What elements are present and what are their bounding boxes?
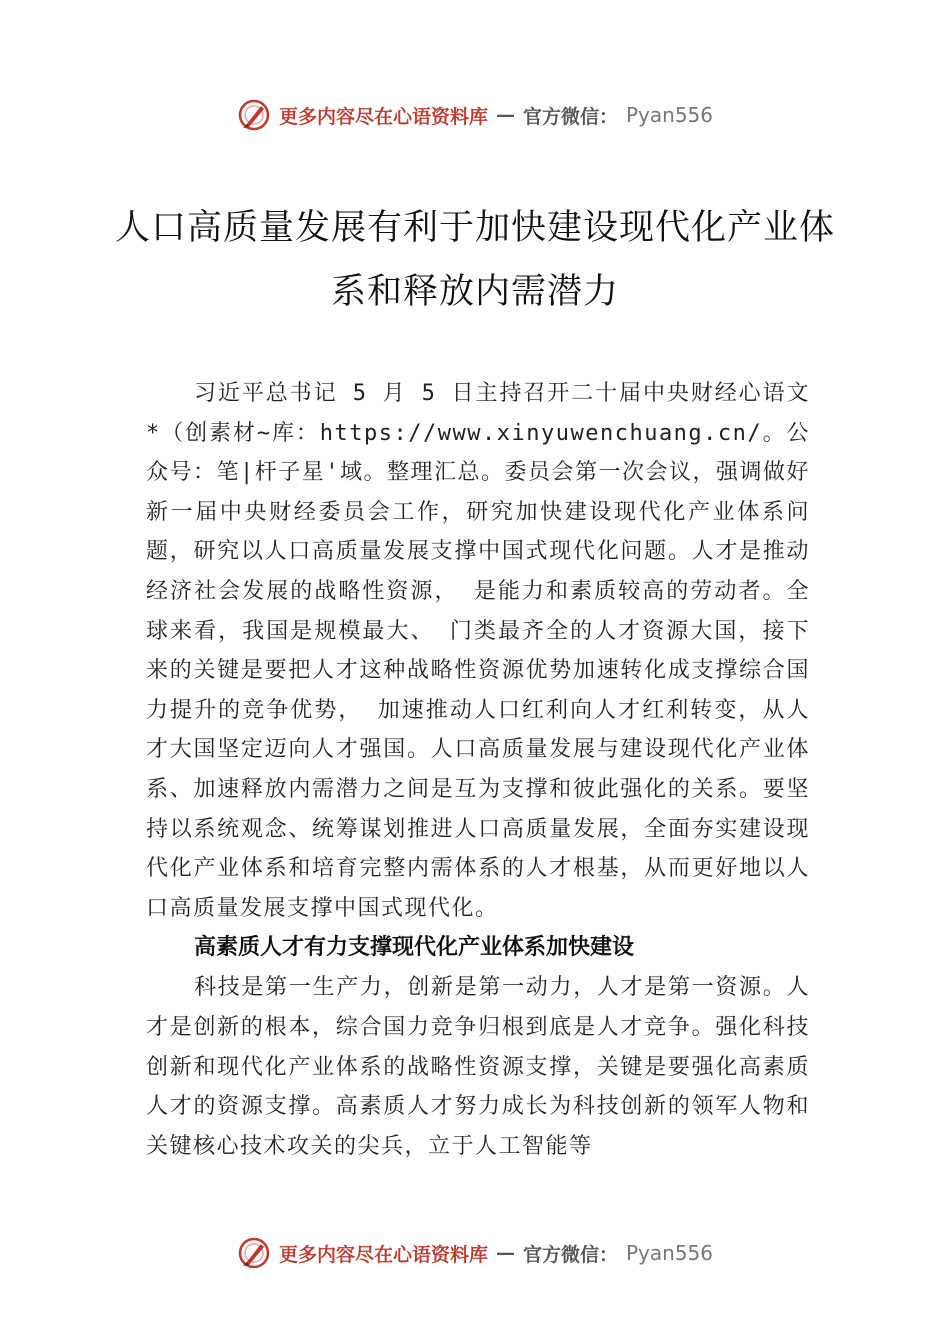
- section-heading: 高素质人才有力支撑现代化产业体系加快建设: [194, 935, 635, 961]
- document-title: 人口高质量发展有利于加快建设现代化产业体系和释放内需潜力: [114, 208, 835, 312]
- pen-logo-icon: [237, 1236, 271, 1270]
- banner-wechat-label: 官方微信：: [522, 1243, 618, 1266]
- banner-dash: —: [495, 104, 515, 126]
- pen-logo-icon: [237, 98, 271, 132]
- banner-dash: —: [495, 1242, 515, 1264]
- document-body: [146, 374, 810, 1166]
- body-paragraph: 习近平总书记 5 月 5 日主持召开二十届中央财经心语文*（创素材~库：https://www.xinyuwenchuang.cn/。公众号：笔|杆子星'域。整理汇总。委员会第一次会议，强调做好新一届中央财经委员会工作，研究加快建设现代化产业体系问题，研究以人口高质量发展支撑中国式现代化问题。人才是推动经济社会发展的战略性资源， 是能力和素质较高的劳动者。全球来看，我国是规模最大、 门类最齐全的人才资源大国，接下来的关键是要把人才这种战略性资源优势加速转化成支撑综合国力提升的竞争优势， 加速推动人口红利向人才红利转变，从人才大国坚定迈向人才强国。人口高质量发展与建设现代化产业体系、加速释放内需潜力之间是互为支撑和彼此强化的关系。要坚持以系统观念、统筹谋划推进人口高质量发展，全面夯实建设现代化产业体系和培育完整内需体系的人才根基，从而更好地以人口高质量发展支撑中国式现代化。: [146, 381, 810, 921]
- banner-wechat-id: Pyan556: [626, 1241, 714, 1265]
- banner-main-text: 更多内容尽在心语资料库: [278, 105, 488, 128]
- banner-main-text: 更多内容尽在心语资料库: [278, 1243, 488, 1266]
- banner-wechat-id: Pyan556: [626, 103, 714, 127]
- body-paragraph: 科技是第一生产力，创新是第一动力，人才是第一资源。人才是创新的根本，综合国力竞争归根到底是人才竞争。强化科技创新和现代化产业体系的战略性资源支撑，关键是要强化高素质人才的资源支撑。高素质人才努力成长为科技创新的领军人物和关键核心技术攻关的尖兵，立于人工智能等: [146, 975, 810, 1159]
- header-banner: [0, 95, 950, 135]
- footer-banner: [0, 1233, 950, 1273]
- banner-wechat-label: 官方微信：: [522, 105, 618, 128]
